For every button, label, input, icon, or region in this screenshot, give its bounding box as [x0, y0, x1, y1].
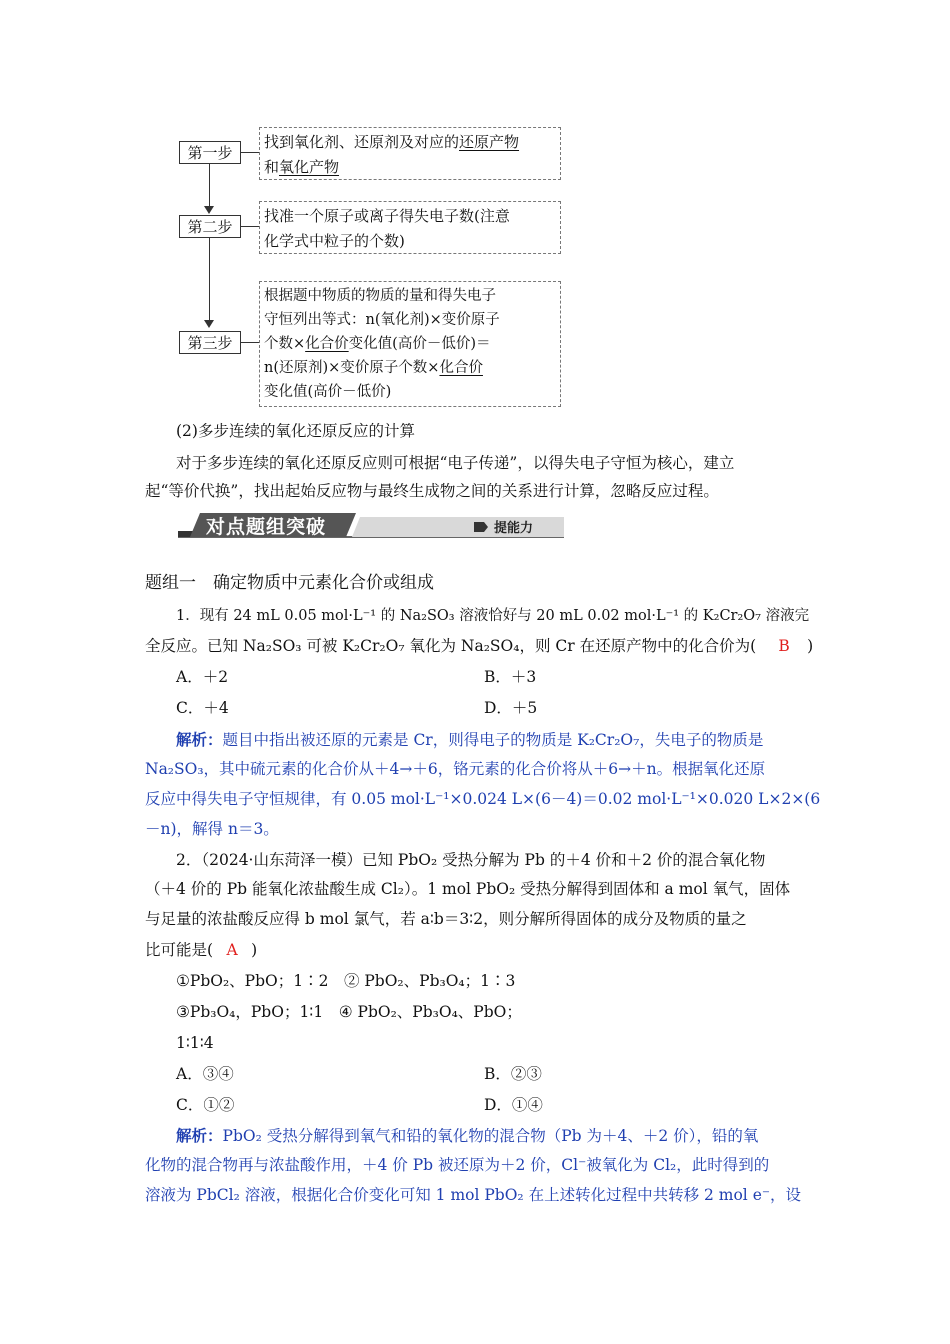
- q2-solution-text1: PbO₂ 受热分解得到氧气和铅的氧化物的混合物（Pb 为＋4、＋2 价），铅的氧: [222, 1127, 759, 1145]
- q2-solution-line3: 溶液为 PbCl₂ 溶液，根据化合价变化可知 1 mol PbO₂ 在上述转化过程中共转移 2 mol e⁻，设: [145, 1186, 802, 1204]
- step3-line1: 根据题中物质的物质的量和得失电子: [264, 288, 496, 304]
- step1-text-2: 和: [264, 158, 280, 176]
- step2-line1: 找准一个原子或离子得失电子数(注意: [264, 207, 510, 225]
- step3-text-box: [259, 281, 561, 407]
- step3-line3b: 变化值(高价－低价)＝: [348, 336, 491, 352]
- banner-tag: 提能力: [494, 521, 534, 536]
- group-title: 题组一 确定物质中元素化合价或组成: [145, 573, 434, 593]
- step3-line2: 守恒列出等式：n(氧化剂)×变价原子: [264, 312, 500, 328]
- step3-connector: [241, 342, 259, 343]
- q1-close: ): [807, 637, 814, 655]
- step2-line2: 化学式中粒子的个数): [264, 232, 405, 250]
- q2-close: ): [251, 941, 258, 959]
- banner-title: 对点题组突破: [206, 516, 327, 538]
- arrow-line-2: [209, 238, 210, 322]
- step1-connector: [241, 152, 259, 153]
- section-heading: (2)多步连续的氧化还原反应的计算: [176, 422, 415, 440]
- q2-line2: （＋4 价的 Pb 能氧化浓盐酸生成 Cl₂）。1 mol PbO₂ 受热分解得到固体和 a mol 氧气，固体: [145, 880, 791, 898]
- q1-solution-line1: [176, 727, 763, 753]
- q1-option-b: B．＋3: [484, 668, 537, 686]
- q1-option-d: D．＋5: [484, 699, 538, 717]
- q1-solution-text1: 题目中指出被还原的元素是 Cr，则得电子的物质是 K₂Cr₂O₇，失电子的物质是: [222, 731, 764, 749]
- step1-text-box: [259, 127, 561, 180]
- q1-line2: [145, 634, 814, 659]
- q2-choice-3-4: ③Pb₃O₄，PbO；1∶1 ④ PbO₂、Pb₃O₄、PbO；: [176, 1003, 522, 1021]
- q2-answer: A: [226, 941, 238, 959]
- step3-line3-underlined: 化合价: [305, 336, 349, 352]
- q2-choice-4-ratio: 1∶1∶4: [176, 1034, 214, 1052]
- step3-line3a: 个数×: [264, 336, 306, 352]
- q1-line1: 1．现有 24 mL 0.05 mol·L⁻¹ 的 Na₂SO₃ 溶液恰好与 20 mL 0.02 mol·L⁻¹ 的 K₂Cr₂O₇ 溶液完: [176, 608, 810, 624]
- section-para-1: 对于多步连续的氧化还原反应则可根据“电子传递”，以得失电子守恒为核心，建立: [176, 454, 735, 472]
- step1-text: 找到氧化剂、还原剂及对应的: [264, 133, 460, 151]
- arrow-line-1: [209, 164, 210, 208]
- q1-solution-label: 解析：: [176, 730, 223, 749]
- step2-text-box: [259, 201, 561, 254]
- step3-line4a: n(还原剂)×变价原子个数×: [264, 360, 440, 376]
- q2-solution-line1: [176, 1123, 758, 1149]
- section-banner: [178, 511, 564, 539]
- step2-connector: [241, 226, 259, 227]
- q1-answer: B: [778, 637, 790, 655]
- q1-line2-text: 全反应。已知 Na₂SO₃ 可被 K₂Cr₂O₇ 氧化为 Na₂SO₄，则 Cr 在还原产物中的化合价为(: [145, 637, 757, 655]
- q1-solution-line4: －n)，解得 n＝3。: [145, 820, 279, 838]
- step3-line4-underlined: 化合价: [439, 360, 483, 376]
- step1-underlined-2: 氧化产物: [279, 158, 340, 176]
- q1-option-a: A．＋2: [176, 668, 229, 686]
- step1-underlined-1: 还原产物: [459, 133, 520, 151]
- q2-line3: 与足量的浓盐酸反应得 b mol 氯气，若 a∶b＝3∶2，则分解所得固体的成分及物质的量之: [145, 910, 747, 928]
- q2-line4-text: 比可能是(: [145, 941, 214, 959]
- step3-line5: 变化值(高价－低价): [264, 384, 392, 400]
- step1-box: 第一步: [179, 141, 241, 164]
- q2-line4: [145, 938, 807, 963]
- q2-option-c: C．①②: [176, 1096, 235, 1114]
- q2-option-d: D．①④: [484, 1096, 543, 1114]
- step3-box: 第三步: [179, 331, 241, 354]
- q2-solution-line2: 化物的混合物再与浓盐酸作用，＋4 价 Pb 被还原为＋2 价，Cl⁻被氧化为 Cl₂，此时得到的: [145, 1156, 770, 1174]
- q1-option-c: C．＋4: [176, 699, 229, 717]
- q2-option-a: A．③④: [176, 1065, 234, 1083]
- q2-line1: 2．（2024·山东菏泽一模）已知 PbO₂ 受热分解为 Pb 的＋4 价和＋2 价的混合氧化物: [176, 851, 766, 869]
- q2-option-b: B．②③: [484, 1065, 542, 1083]
- q1-solution-line3: 反应中得失电子守恒规律，有 0.05 mol·L⁻¹×0.024 L×(6－4)＝0.02 mol·L⁻¹×0.020 L×2×(6: [145, 790, 821, 808]
- q2-choice-1-2: ①PbO₂、PbO；1∶2 ② PbO₂、Pb₃O₄；1∶3: [176, 972, 516, 990]
- arrow-head-1: [204, 206, 214, 214]
- q2-solution-label: 解析：: [176, 1126, 223, 1145]
- section-para-2: 起“等价代换”，找出起始反应物与最终生成物之间的关系进行计算，忽略反应过程。: [145, 482, 719, 500]
- q1-solution-line2: Na₂SO₃，其中硫元素的化合价从＋4→＋6，铬元素的化合价将从＋6→＋n。根据氧化还原: [145, 760, 766, 778]
- step2-box: 第二步: [179, 215, 241, 238]
- arrow-head-2: [204, 320, 214, 328]
